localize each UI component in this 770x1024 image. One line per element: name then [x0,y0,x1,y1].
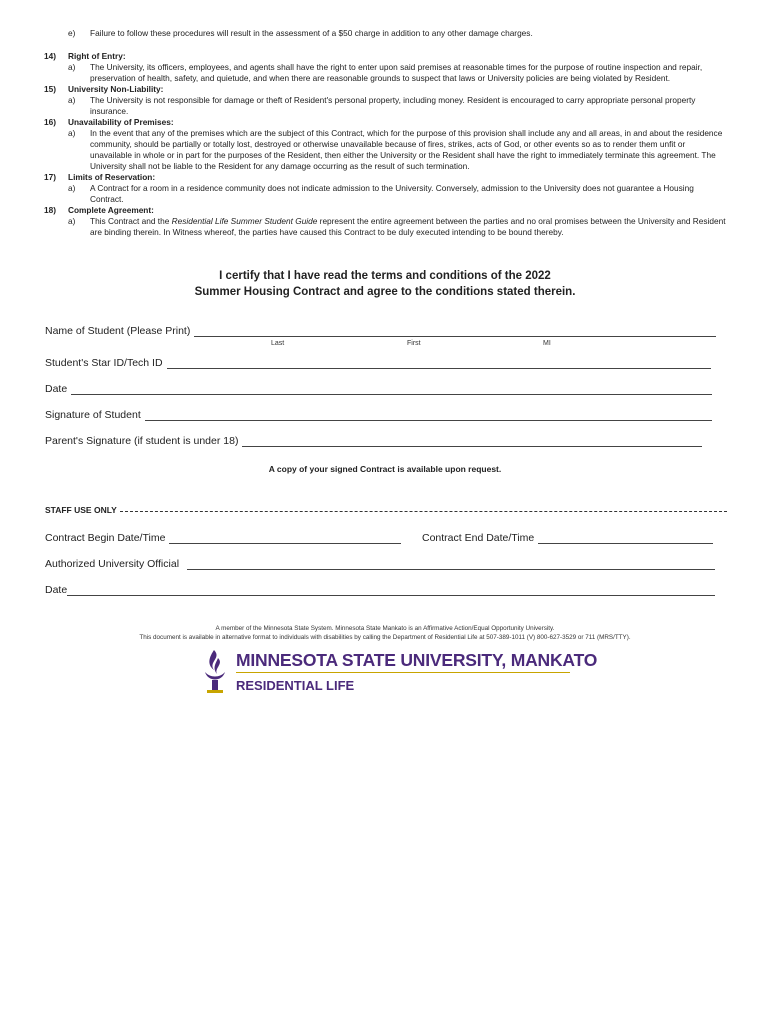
certification-statement [0,268,770,300]
section-number: 15) [44,84,56,94]
section-title: Right of Entry: [68,51,126,61]
guide-title: Residential Life Summer Student Guide [171,216,318,226]
parent-signature-label: Parent's Signature (if student is under 18) [45,435,239,447]
item-letter: a) [68,183,76,193]
item-text: The University, its officers, employees, and agents shall have the right to enter upon said premises at reasonable times for the purpose of routine inspection and repair, preservation of health, safety, and quietude, and when there are reasonable grounds to suspect that laws or University policies are being violated by Resident. [90,62,703,83]
item-letter: a) [68,216,76,226]
contract-begin-label: Contract Begin Date/Time [45,532,166,544]
signature-row [45,409,712,421]
section-number: 18) [44,205,56,215]
item-text: Failure to follow these procedures will result in the assessment of a $50 charge in addition to any other damage charges. [90,28,533,38]
torch-flame-icon [200,648,230,696]
item-text: In the event that any of the premises which are the subject of this Contract, which for the purpose of this provision shall include any and all areas, in and about the residence community, should be partially or totally lost, destroyed or otherwise unavailable because of fires, strikes, acts of God, or other events so as to render them unfit or unavailable in whole or in part for the purposes of the Resident, then either the University or the Resident shall have the right to immediately terminate this agreement. The University shall not be liable to the Resident for any damage occurring as the result of such termination. [90,128,723,171]
signature-label: Signature of Student [45,409,141,421]
section-complete-agreement [44,205,728,238]
section-right-of-entry [44,51,728,84]
terms-section [44,28,728,238]
contract-end-row [422,532,713,544]
university-logo [200,648,598,698]
student-name-row [45,325,716,337]
section-number: 16) [44,117,56,127]
name-sub-last: Last [271,340,285,347]
logo-subtitle: RESIDENTIAL LIFE [236,678,355,693]
section-number: 14) [44,51,56,61]
date-label: Date [45,383,68,395]
star-id-row [45,357,711,369]
contract-begin-row [45,532,401,544]
date-row [45,383,712,395]
item-text: A Contract for a room in a residence community does not indicate admission to the University. Conversely, admission to the University does not guarantee a Housing Contract. [90,183,694,204]
name-sub-mi: MI [543,340,551,347]
item-letter: e) [68,28,76,38]
certification-line-1: I certify that I have read the terms and conditions of the 2022 [219,270,551,282]
contract-begin-field[interactable] [169,542,401,544]
logo-rule [236,672,570,673]
section-university-non-liability [44,84,728,117]
footer-line-1: A member of the Minnesota State System. Minnesota State Mankato is an Affirmative Action/Equal Opportunity University. [215,625,555,632]
name-sub-first: First [407,340,421,347]
copy-available-note: A copy of your signed Contract is available upon request. [268,464,502,474]
section-title: University Non-Liability: [68,84,164,94]
star-id-label: Student's Star ID/Tech ID [45,357,163,369]
official-field[interactable] [187,568,715,570]
star-id-field[interactable] [167,367,711,369]
section-number: 17) [44,172,56,182]
student-name-field[interactable] [194,335,716,337]
item-letter: a) [68,95,76,105]
section-title: Complete Agreement: [68,205,154,215]
parent-signature-field[interactable] [242,445,702,447]
footer-line-2: This document is available in alternative format to individuals with disabilities by calling the Department of Residential Life at 507-389-1011 (V) 800-627-3529 or 711 (MRS/TTY). [139,634,631,641]
section-limits-of-reservation [44,172,728,205]
contract-end-field[interactable] [538,542,713,544]
signature-field[interactable] [145,419,712,421]
staff-date-field[interactable] [67,594,715,596]
staff-use-heading: STAFF USE ONLY [45,505,117,515]
dashed-divider [120,511,727,512]
item-text: The University is not responsible for damage or theft of Resident's personal property, including money. Resident is encouraged to carry appropriate personal property insurance. [90,95,696,116]
term-item-e [68,28,728,39]
footer-notice [0,624,770,642]
parent-signature-row [45,435,702,447]
student-name-label: Name of Student (Please Print) [45,325,191,337]
staff-date-row [45,584,715,596]
section-title: Unavailability of Premises: [68,117,174,127]
section-title: Limits of Reservation: [68,172,156,182]
official-row [45,558,715,570]
section-unavailability-of-premises [44,117,728,172]
certification-line-2: Summer Housing Contract and agree to the conditions stated therein. [194,286,576,298]
staff-date-label: Date [45,584,68,596]
official-label: Authorized University Official [45,558,180,570]
staff-use-divider [45,505,727,515]
item-letter: a) [68,62,76,72]
logo-title: MINNESOTA STATE UNIVERSITY, MANKATO [236,650,598,670]
contract-end-label: Contract End Date/Time [422,532,535,544]
item-text: This Contract and the Residential Life Summer Student Guide represent the entire agreement between the parties and no oral promises between the University and Resident are binding therein. In Witness whereof, the parties have caused this Contract to be duly executed intending to be bound thereby. [90,216,726,237]
date-field[interactable] [71,393,712,395]
item-letter: a) [68,128,76,138]
